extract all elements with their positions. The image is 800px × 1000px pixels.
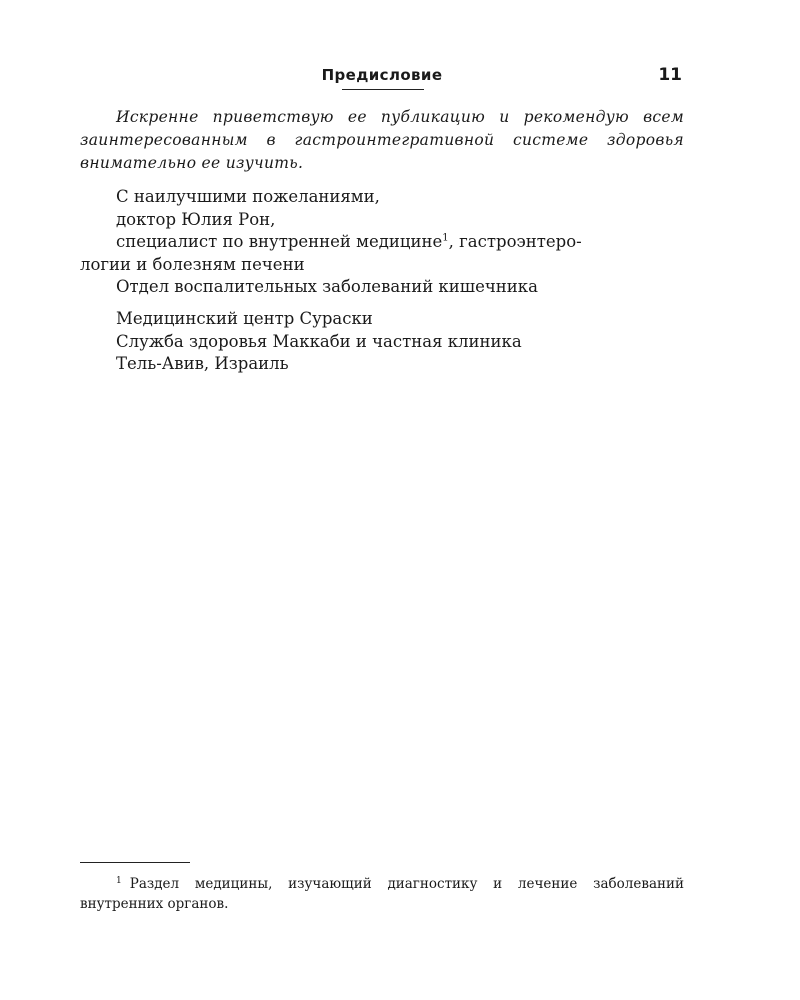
organization-line2: Служба здоровья Маккаби и частная клиника — [116, 331, 522, 351]
organization-line3: Тель-Авив, Израиль — [116, 354, 289, 373]
footnote-marker: 1 — [116, 875, 122, 886]
footnote — [80, 874, 684, 914]
organization-block — [80, 308, 684, 376]
footnote-separator — [80, 862, 190, 863]
signature-role-text: специалист по внутренней медицине — [116, 232, 443, 251]
intro-paragraph: Искренне приветствую ее публикацию и рекомендую всем заинтересованным в гастроинтегративной системе здоровья внимательно ее изучить. — [80, 108, 684, 172]
page-number: 11 — [658, 65, 682, 85]
organization-line1: Медицинский центр Сураски — [116, 309, 373, 328]
signature-role-line2: логии и болезням печени — [80, 254, 305, 274]
signature-closing: С наилучшими пожеланиями, — [116, 187, 380, 206]
signature-name: доктор Юлия Рон, — [116, 209, 276, 229]
signature-role-continuation: , гастроэнтеро- — [448, 232, 582, 251]
running-title: Предисловие — [321, 66, 443, 84]
running-head — [80, 66, 684, 96]
signature-department: Отдел воспалительных заболеваний кишечника — [116, 277, 538, 296]
footnote-reference: 1 — [442, 232, 449, 244]
footnote-text: Раздел медицины, изучающий диагностику и лечение заболеваний внутренних органов. — [80, 876, 684, 912]
signature-block — [80, 186, 684, 299]
signature-role-line — [80, 231, 684, 254]
title-underline — [342, 89, 424, 90]
